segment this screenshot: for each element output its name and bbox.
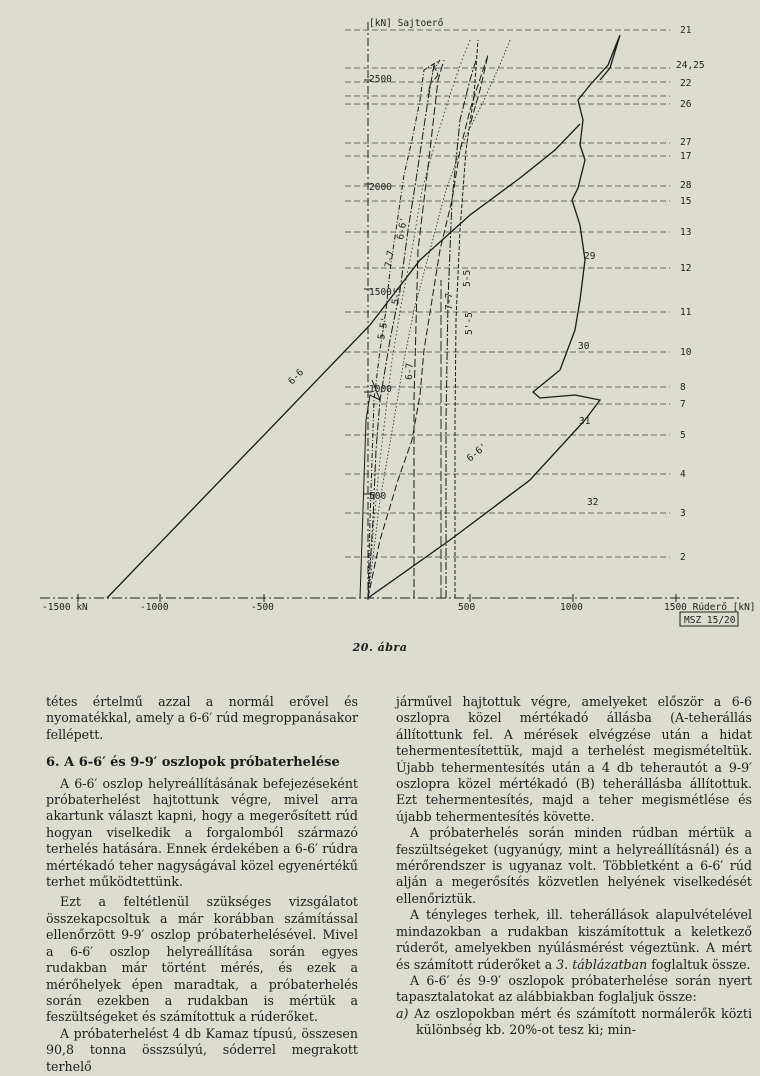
step-label: 7 (680, 399, 686, 410)
step-label: 27 (680, 137, 692, 148)
step-label: 8 (680, 382, 686, 393)
curve-label: 5-5 (390, 286, 404, 306)
step-number-labels (676, 25, 705, 563)
curve-label: 30 (578, 341, 590, 352)
step-label: 10 (680, 347, 692, 358)
step-label: 5 (680, 430, 686, 441)
curve-label: 31 (579, 416, 591, 427)
corner-box-label: MSZ 15/20 (684, 615, 736, 626)
paragraph: A 6-6′ oszlop helyreállításának befejezéseként próbaterhelést hajtottunk végre, mivel arra akartunk választ kapni, hogy a megerősített rúd hogyan viselkedik a forgalomból származó terhelés hatására. Ennek érdekében a 6-6′ rúdra mértékadó teher nagyságával közel egyenértékű terhet működtettünk. (46, 775, 358, 890)
step-label: 26 (680, 99, 692, 110)
curve-label: 29 (584, 251, 596, 262)
curve-label: 6-6' (395, 216, 410, 241)
curve-label: 6-7 (404, 362, 416, 381)
table-reference: 3. táblázatban (556, 956, 648, 972)
list-item (396, 1006, 752, 1039)
text-run: A tényleges terhek, ill. teherállások alapulvételével mindazokban a rudakban kiszámítottuk a keletkező rúderőt, amelyekben nyúlásmérést végeztünk. A mért és számított rúderőket a (396, 907, 752, 972)
curve-label: 6-6 (286, 367, 307, 388)
left-column (46, 694, 358, 1075)
paragraph: A próbaterhelést 4 db Kamaz típusú, összesen 90,8 tonna összsúlyú, sóderrel megrakott terhelő (46, 1025, 358, 1074)
curve-label: 6-6' (464, 441, 490, 465)
curve-label: 5-5 (462, 269, 473, 287)
top-axis-label: [kN] Sajtoerő (369, 18, 444, 29)
step-label: 3 (680, 508, 686, 519)
step-label: 4 (680, 469, 686, 480)
curve-6-6-prime-loop (368, 35, 620, 598)
x-tick-label: -1000 (140, 602, 169, 613)
y-tick-label: 1000 (369, 384, 392, 395)
right-column (396, 694, 752, 1039)
x-tick-label: -500 (251, 602, 274, 613)
curve-label: 5'-5 (464, 312, 475, 335)
step-label: 24,25 (676, 60, 705, 71)
y-tick-label: 2500 (369, 74, 392, 85)
list-marker: a) (396, 1005, 409, 1021)
curve-label: 7-7 (383, 249, 397, 269)
paragraph: A próbaterhelés során minden rúdban mértük a feszültségeket (ugyanúgy, mint a helyreállításnál) és a mérőrendszer is ugyanaz volt. Többletként a 6-6′ rúd alján a megerősítés közvetlen helyének viselkedését ellenőriztük. (396, 825, 752, 906)
curve-label: 7-7 (444, 292, 455, 310)
step-label: 11 (680, 307, 692, 318)
text-run: foglaltuk össze. (647, 956, 751, 972)
list-item-text: Az oszlopokban mért és számított normálerők közti különbség kb. 20%-ot tesz ki; min- (408, 1005, 752, 1038)
paragraph: A 6-6′ és 9-9′ oszlopok próbaterhelése során nyert tapasztalatokat az alábbiakban foglaljuk össze: (396, 972, 752, 1005)
paragraph: tétes értelmű azzal a normál erővel és nyomatékkal, amely a 6-6′ rúd megroppanásakor fellépett. (46, 694, 358, 742)
step-label: 12 (680, 263, 692, 274)
step-label: 17 (680, 151, 692, 162)
step-label: 22 (680, 78, 692, 89)
curve-6-6-diagonal (107, 124, 580, 598)
step-label: 15 (680, 196, 692, 207)
step-label: 28 (680, 180, 692, 191)
curve-label: 32 (587, 497, 599, 508)
step-label: 21 (680, 25, 692, 36)
y-tick-label: 1500 (369, 287, 392, 298)
y-tick-label: 500 (369, 491, 387, 502)
paragraph (396, 907, 752, 973)
curve-vertical-a (414, 60, 444, 598)
paragraph: járművel hajtottuk végre, amelyeket először a 6-6 oszlopra közel mértékadó állásba (A-teherállás állítottunk fel. A mérések elvégzése után a hidat tehermentesítettük, majd a terhelést megismételtük. Újabb tehermentesítés után a 4 db teherautót a 9-9′ oszlopra közel mértékadó (B) teherállásba állítottuk. Ezt tehermentesítés, majd a teher megismétlése és újabb tehermentesítés követte. (396, 694, 752, 824)
figure-caption: 20. ábra (352, 641, 408, 654)
step-label: 13 (680, 227, 692, 238)
x-tick-label: -1500 kN (42, 602, 88, 613)
x-tick-label: 500 (458, 602, 476, 613)
curve-label: 5-5' (376, 316, 391, 341)
step-label: 2 (680, 552, 686, 563)
x-tick-label: 1000 (560, 602, 583, 613)
paragraph: Ezt a feltétlenül szükséges vizsgálatot összekapcsoltuk a már korábban számítással ellenőrzött 9-9′ oszlop próbaterhelésével. Mivel a 6-6′ oszlop helyreállítása során egyes rudakban már történt mérés, és ezek a mérőhelyek épen maradtak, a próbaterhelés során ezekben a rudakban is mértük a feszültségeket és számítottuk a rúderőket. (46, 894, 358, 1025)
bottom-axis-label: 1500 Rúderő [kN] (664, 602, 756, 613)
section-heading: 6. A 6-6′ és 9-9′ oszlopok próbaterhelése (46, 755, 340, 771)
curve-labels (286, 216, 598, 508)
y-tick-label: 2000 (369, 182, 392, 193)
